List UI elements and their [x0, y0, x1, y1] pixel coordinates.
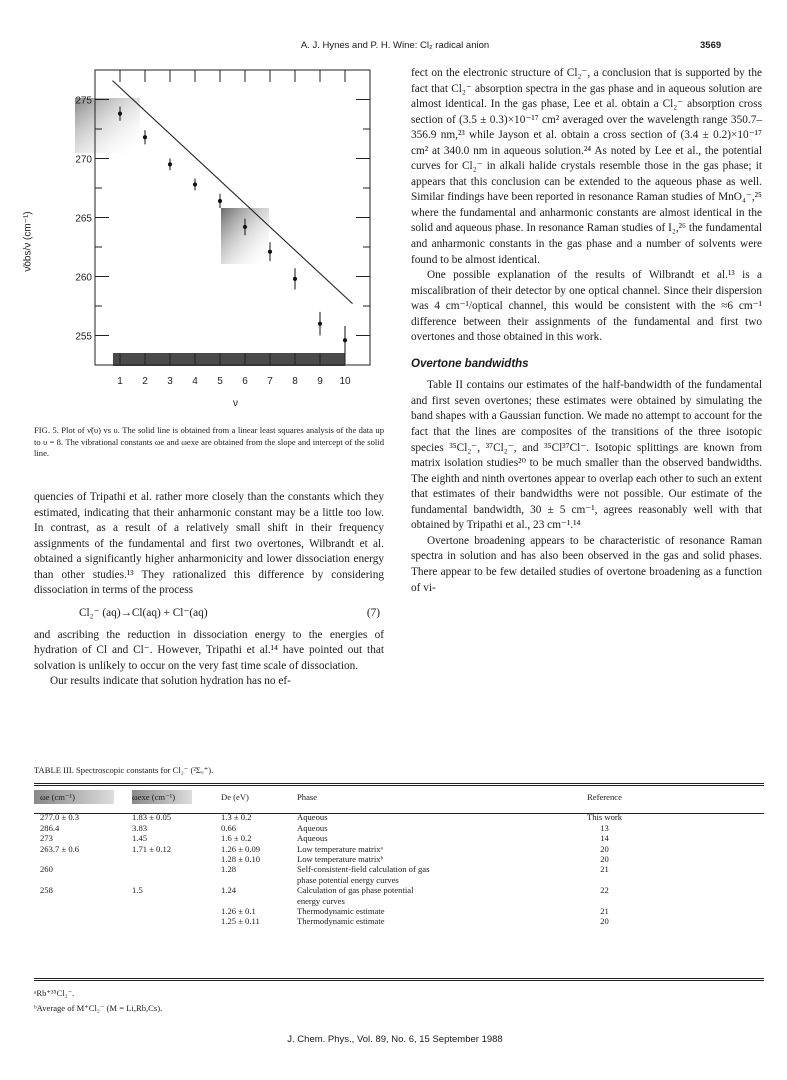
table-footnote-a: ᵃRb⁺³⁵Cl₂⁻.: [34, 988, 75, 998]
table-rule-bottom: [34, 978, 764, 981]
data-point: [168, 162, 172, 166]
table-row: [40, 885, 762, 906]
table-cell: 277.0 ± 0.3: [40, 812, 80, 823]
x-tick-label: 3: [167, 376, 173, 387]
table-cell: [132, 906, 221, 916]
table-cell: 1.26 ± 0.09: [221, 843, 261, 854]
table-cell: 273: [40, 833, 53, 844]
table-cell: 20: [600, 916, 609, 927]
x-tick-label: 10: [339, 376, 351, 387]
table-header: Phase: [297, 792, 318, 802]
table-cell: 3.83: [132, 822, 148, 833]
fit-line: [113, 81, 353, 304]
running-title: A. J. Hynes and P. H. Wine: Cl₂ radical anion: [300, 40, 490, 51]
table-cell: 1.26 ± 0.1: [221, 906, 256, 917]
right-column: [411, 66, 762, 596]
data-point: [143, 135, 147, 139]
equation: Cl₂⁻ (aq)→Cl(aq) + Cl⁻(aq): [79, 606, 208, 619]
data-point: [268, 250, 272, 254]
x-tick-label: 8: [292, 376, 298, 387]
table-row: [40, 916, 762, 926]
table-cell: 1.45: [132, 833, 148, 844]
x-tick-label: 9: [317, 376, 323, 387]
left-column: [34, 490, 384, 690]
paragraph: One possible explanation of the results of Wilbrandt et al.¹³ is a miscalibration of their detector by one optical channel. Since their dispersion was 4 cm⁻¹/optical channel, this would be consistent with the ≈6 cm⁻¹ difference between their assignments of the fundamental and first two overtones and those obtained in this work.: [411, 269, 762, 344]
table-cell: 263.7 ± 0.6: [40, 843, 80, 854]
table-cell: 1.83 ± 0.05: [132, 812, 172, 823]
table-cell: 286.4: [40, 822, 60, 833]
table-cell: 1.24: [221, 885, 237, 896]
table-cell: [40, 916, 132, 926]
figure-5-plot: [22, 60, 380, 415]
table-cell: 1.3 ± 0.2: [221, 812, 252, 823]
table-cell: 13: [600, 822, 609, 833]
table-cell: 1.71 ± 0.12: [132, 843, 172, 854]
table-rule-top: [34, 783, 764, 786]
table-row: [40, 854, 762, 864]
page-number: 3569: [700, 40, 722, 51]
x-tick-label: 6: [242, 376, 248, 387]
paragraph: and ascribing the reduction in dissociation energy to the energies of hydration of Cl and Cl⁻. However, Tripathi et al.¹⁴ have pointed out that solvation is unlikely to occur on the very fast time scale of dissociation.: [34, 628, 384, 672]
table-cell: [40, 854, 132, 864]
table-cell: 260: [40, 864, 53, 875]
table-cell: 1.28: [221, 864, 237, 875]
data-point: [218, 199, 222, 203]
table-rule-mid: [34, 813, 764, 814]
table-row: [40, 823, 762, 833]
table-cell: 1.5: [132, 885, 143, 896]
x-tick-label: 7: [267, 376, 273, 387]
table-cell: Low temperature matrixᵇ: [297, 854, 384, 865]
table-cell: 20: [600, 854, 609, 865]
table-cell: Self-consistent-field calculation of gas phase potential energy curves: [297, 864, 430, 885]
table-cell: Aqueous: [297, 822, 328, 833]
paragraph: fect on the electronic structure of Cl₂⁻, a conclusion that is supported by the fact that Cl₂⁻ absorption spectra in the gas phase and in aqueous solution are almost identical. In the gas phase, Lee et al. obtain a Cl₂⁻ absorption cross section of (3.5 ± 0.3)×10⁻¹⁷ cm² averaged over the wavelength range 350.7–356.9 nm,²³ while Jayson et al. obtain a cross section of (3.4 ± 0.2)×10⁻¹⁷ cm² at 340.0 nm in aqueous solution.²⁴ As noted by Lee et al., the potential curves for Cl₂⁻ in alkali halide crystals resemble those in the gas phase; it appears that this conclusion can be extended to the aqueous phase as well. Similar findings have been reported in resonance Raman studies of MnO₄⁻,²⁵ where the fundamental and anharmonic constants are almost identical in the solid and aqueous phase. In resonance Raman studies of I₂,²⁶ the fundamental and anharmonic constants in the gas phase and a number of solvents were found to be almost identical.: [411, 67, 762, 266]
journal-footer: J. Chem. Phys., Vol. 89, No. 6, 15 September 1988: [287, 1034, 503, 1045]
table-row: [40, 864, 762, 885]
table-header-row: [40, 792, 762, 802]
table-footnote-b: ᵇAverage of M⁺Cl₂⁻ (M = Li,Rb,Cs).: [34, 1003, 163, 1013]
table-cell: 20: [600, 843, 609, 854]
table-cell: 1.28 ± 0.10: [221, 854, 261, 865]
figure-caption: FIG. 5. Plot of ν̃(υ) vs υ. The solid line is obtained from a linear least squares analysis of the data up to υ = 8. The vibrational constants ωe and ωexe are obtained from the slope and intercept of the solid line.: [34, 425, 384, 459]
table-cell: [132, 854, 221, 864]
table-cell: Thermodynamic estimate: [297, 906, 385, 917]
table-cell: 21: [600, 864, 609, 875]
y-tick-label: 275: [75, 95, 92, 107]
table-cell: 0.66: [221, 822, 237, 833]
x-tick-label: 4: [192, 376, 198, 387]
y-tick-label: 270: [75, 154, 92, 166]
table-row: [40, 844, 762, 854]
paragraph: Our results indicate that solution hydration has no ef-: [50, 675, 291, 688]
paragraph: Table II contains our estimates of the half-bandwidth of the fundamental and first seven overtones; these estimates were obtained by simulating the band shapes with a Gaussian function. We made no attempt to account for the fact that the lines are composites of the transitions of the three isotopic species ³⁵Cl₂⁻, ³⁷Cl₂⁻, and ³⁵Cl³⁷Cl⁻. Isotopic splittings are known from matrix isolation studies²⁰ to be much smaller than the observed bandwidths. The eighth and ninth overtones appear to overlap each other to such an extent that estimates of their bandwidths were not possible. Our estimate of the fundamental bandwidth, 30 ± 5 cm⁻¹, agrees reasonably well with that obtained by Tripathi et al., 23 cm⁻¹.¹⁴: [411, 379, 762, 532]
x-axis-label: ν: [233, 398, 238, 409]
table-row: [40, 833, 762, 843]
table-cell: 21: [600, 906, 609, 917]
table-cell: This work: [586, 812, 623, 823]
table-cell: [132, 864, 221, 885]
table-cell: Aqueous: [297, 833, 328, 844]
table-header: ωe (cm⁻¹): [40, 792, 75, 802]
section-title: Overtone bandwidths: [411, 357, 529, 370]
table-header: ωexe (cm⁻¹): [132, 792, 176, 802]
data-point: [343, 338, 347, 342]
equation-number: (7): [366, 606, 380, 619]
table-cell: [132, 916, 221, 926]
paragraph: Overtone broadening appears to be characteristic of resonance Raman spectra in solution and has also been observed in the gas and solid phases. There appear to be few detailed studies of overtone broadening as a function of vi-: [411, 534, 762, 594]
y-tick-label: 255: [75, 331, 92, 343]
data-point: [318, 322, 322, 326]
y-axis-label: ν̃obs/ν (cm⁻¹): [22, 211, 34, 272]
table-cell: Thermodynamic estimate: [297, 916, 385, 927]
table-cell: [40, 906, 132, 916]
table-cell: 14: [600, 833, 609, 844]
table-cell: Low temperature matrixᵃ: [297, 843, 383, 854]
y-tick-label: 260: [75, 272, 92, 284]
table-cell: Aqueous: [297, 812, 328, 823]
scan-shading: [221, 208, 269, 264]
table-row: [40, 906, 762, 916]
table-title: TABLE III. Spectroscopic constants for Cl₂⁻ (²Σᵤ⁺).: [34, 765, 214, 775]
table-header: Reference: [587, 792, 622, 802]
table-cell: 258: [40, 885, 53, 896]
paragraph: quencies of Tripathi et al. rather more closely than the constants which they estimated, indicating that their anharmonic constant may be a little too low. In contrast, as a result of a relatively small shift in their frequency assignments of the fundamental and first two overtones, Wilbrandt et al. obtained a significantly higher anharmonicity and lower dissociation energy than other studies.¹³ They rationalized this difference by considering dissociation in terms of the process: [34, 491, 384, 597]
data-point: [193, 182, 197, 186]
data-point: [243, 225, 247, 229]
table-cell: 22: [600, 885, 609, 896]
data-point: [293, 277, 297, 281]
equation-7: [34, 602, 384, 628]
x-tick-label: 2: [142, 376, 148, 387]
table-cell: 1.25 ± 0.11: [221, 916, 260, 927]
x-tick-label: 5: [217, 376, 223, 387]
y-tick-label: 265: [75, 213, 92, 225]
scan-shading-bottom: [113, 353, 345, 366]
table-cell: Calculation of gas phase potential energy curves: [297, 885, 414, 906]
data-point: [118, 112, 122, 116]
x-tick-label: 1: [117, 376, 123, 387]
table-cell: 1.6 ± 0.2: [221, 833, 252, 844]
table-header: De (eV): [221, 792, 249, 802]
